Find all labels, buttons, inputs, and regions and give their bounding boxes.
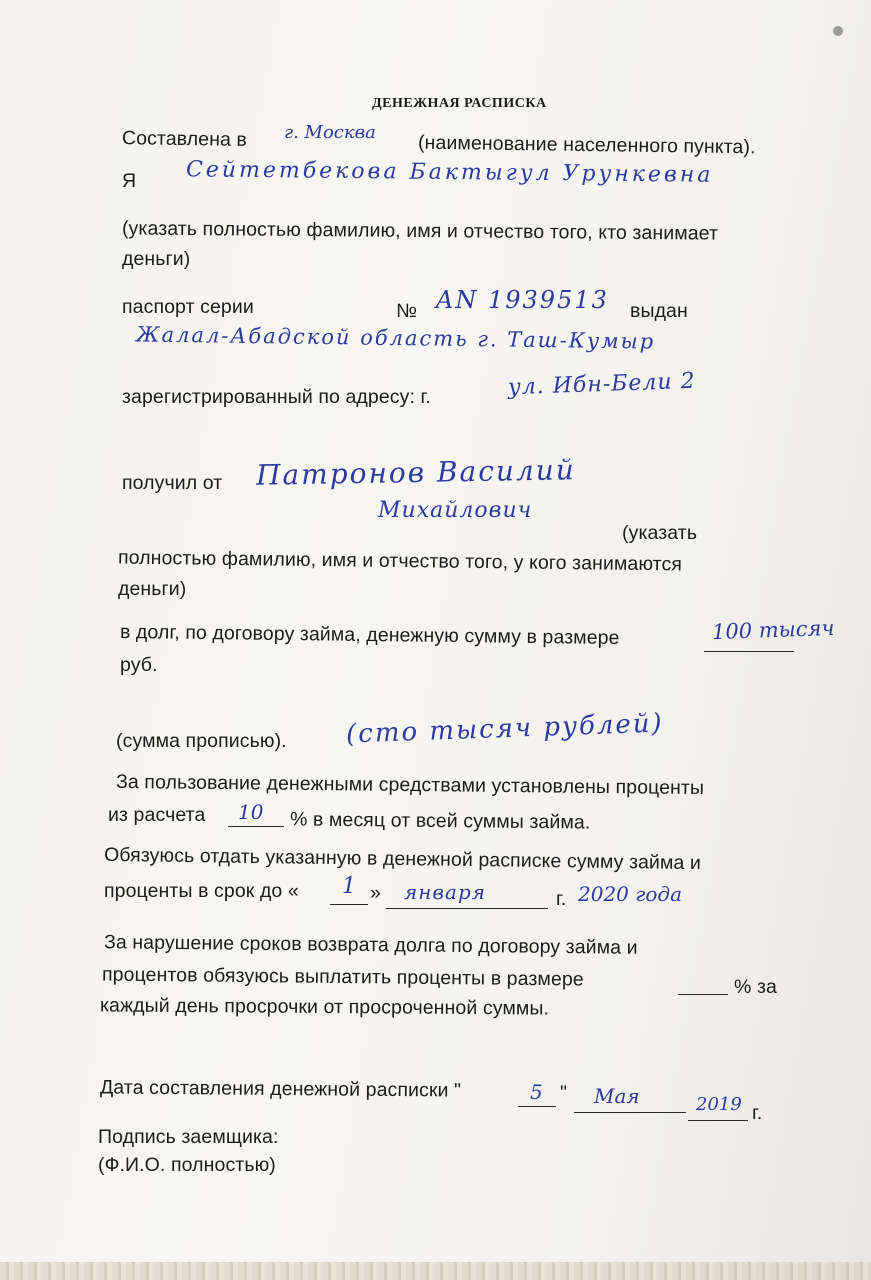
lender-name-handwritten-1: Патронов Василий xyxy=(255,453,577,492)
borrower-name-note-end: деньги) xyxy=(122,248,191,270)
date-year-underline xyxy=(688,1120,748,1121)
date-month-underline xyxy=(574,1112,686,1113)
penalty-line-1: За нарушение сроков возврата долга по договору займа и xyxy=(103,931,638,959)
repay-month-handwritten: января xyxy=(404,880,487,904)
repay-year-handwritten: 2020 года xyxy=(578,882,683,906)
passport-number-handwritten: AN 1939513 xyxy=(436,286,609,314)
repay-day-handwritten: 1 xyxy=(342,874,356,899)
document-title: ДЕНЕЖНАЯ РАСПИСКА xyxy=(372,96,547,111)
loan-sum-label: в долг, по договору займа, денежную сумму в размере xyxy=(119,620,620,650)
lender-note-3: деньги) xyxy=(118,578,187,600)
penalty-rate-suffix: % за xyxy=(734,976,777,998)
date-year-handwritten: 2019 xyxy=(696,1094,742,1115)
address-handwritten: ул. Ибн-Бели 2 xyxy=(507,368,697,401)
received-from-label: получил от xyxy=(122,472,223,494)
i-label: Я xyxy=(122,170,137,192)
issued-by-handwritten: Жалал-Абадской область г. Таш-Кумыр xyxy=(135,322,656,354)
date-day-underline xyxy=(518,1106,556,1107)
full-name-label: (Ф.И.О. полностью) xyxy=(98,1154,276,1176)
date-quote-close: " xyxy=(560,1082,568,1104)
penalty-line-3: каждый день просрочки от просроченной суммы. xyxy=(99,994,550,1020)
sum-in-words-label: (сумма прописью). xyxy=(116,730,287,752)
loan-sum-underline xyxy=(704,651,794,652)
date-label: Дата составления денежной расписки " xyxy=(99,1076,462,1102)
signature-label: Подпись заемщика: xyxy=(98,1126,279,1148)
repay-day-underline xyxy=(330,904,368,905)
date-year-suffix: г. xyxy=(752,1102,763,1124)
lender-note-1: (указать xyxy=(622,522,698,544)
interest-rate-underline xyxy=(228,826,284,827)
passport-number-label: № xyxy=(396,300,418,322)
lender-name-handwritten-2: Михайлович xyxy=(378,498,533,523)
address-label: зарегистрированный по адресу: г. xyxy=(122,386,431,408)
corner-mark xyxy=(833,26,843,36)
borrower-name-note: (указать полностью фамилию, имя и отчество того, кто занимает xyxy=(121,217,719,245)
locality-note: (наименование населенного пункта). xyxy=(417,131,756,159)
repay-line-1: Обязуюсь отдать указанную в денежной расписке сумму займа и xyxy=(103,843,702,875)
date-day-handwritten: 5 xyxy=(530,1080,543,1104)
currency-label: руб. xyxy=(120,654,158,676)
repay-month-underline xyxy=(386,908,548,909)
loan-sum-handwritten: 100 тысяч xyxy=(711,615,835,645)
interest-line-1: За пользование денежными средствами установлены проценты xyxy=(115,770,705,800)
city-handwritten: г. Москва xyxy=(284,122,376,143)
paper-edge xyxy=(0,1262,871,1280)
composed-in-label: Составлена в xyxy=(121,127,248,151)
lender-note-2: полностью фамилию, имя и отчество того, у кого занимаются xyxy=(117,546,683,576)
penalty-line-2: процентов обязуюсь выплатить проценты в размере xyxy=(101,963,584,991)
repay-date-prefix: проценты в срок до « xyxy=(104,880,299,902)
interest-rate-suffix: % в месяц от всей суммы займа. xyxy=(289,808,591,834)
penalty-rate-underline xyxy=(678,994,728,995)
passport-series-label: паспорт серии xyxy=(122,296,254,318)
borrower-name-handwritten: Сейтетбекова Бактыгул Урункевна xyxy=(185,157,714,188)
interest-rate-handwritten: 10 xyxy=(238,800,264,824)
repay-quote-close: » xyxy=(370,882,381,904)
date-month-handwritten: Мая xyxy=(594,1084,640,1108)
interest-rate-prefix: из расчета xyxy=(108,804,206,826)
sum-in-words-handwritten: (сто тысяч рублей) xyxy=(345,708,665,750)
issued-label: выдан xyxy=(630,300,688,322)
repay-year-label: г. xyxy=(556,888,567,910)
